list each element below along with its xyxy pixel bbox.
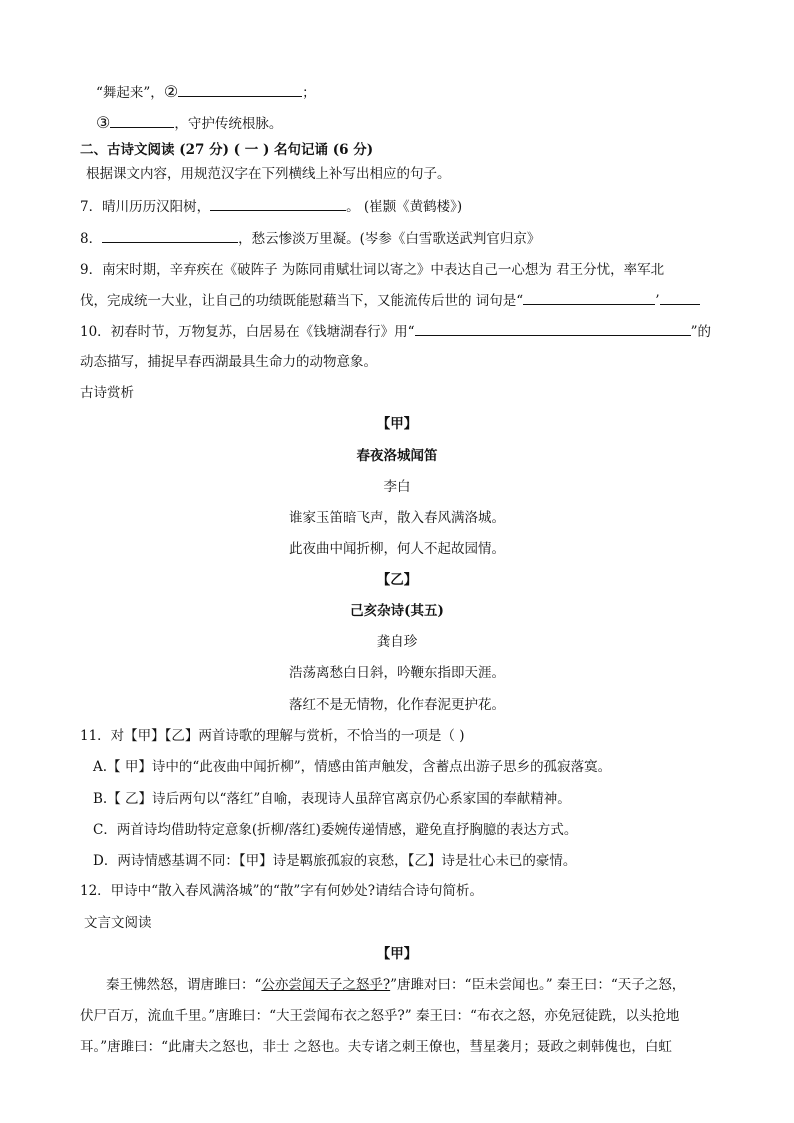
question-7	[80, 197, 462, 216]
poem-yi-title: 己亥杂诗(其五)	[350, 603, 444, 619]
q9-prefix: 伐，完成统一大业，让自己的功绩既能慰藉当下，又能流传后世的 词句是“	[80, 293, 524, 309]
q7-answer-blank[interactable]	[210, 197, 346, 211]
poetry-heading: 古诗赏析	[80, 385, 134, 401]
q11-option-d[interactable]: D．两诗情感基调不同：【甲】诗是羁旅孤寂的哀愁，【乙】诗是壮心未已的豪情。	[93, 853, 577, 869]
classical-underlined-sentence: 公亦尝闻天子之怒乎?	[261, 977, 391, 993]
poem-yi-line-1: 浩荡离愁白日斜，吟鞭东指即天涯。	[289, 665, 505, 681]
answer-blank-3[interactable]	[110, 114, 174, 128]
poem-yi-label: 【乙】	[376, 572, 418, 588]
intro-line-1-text: “舞起来”，	[96, 85, 164, 101]
circle-number-3: ③	[96, 113, 111, 132]
q7-prefix: 7．晴川历历汉阳树，	[80, 199, 211, 215]
q9-answer-blank-2[interactable]	[660, 291, 700, 305]
circle-number-2: ②	[163, 82, 179, 101]
classical-paragraph-line-3: 耳。”唐雎曰：“此庸夫之怒也，非士 之怒也。夫专诸之刺王僚也，彗星袭月；聂政之刺韩傀也，白虹	[80, 1039, 672, 1055]
classical-heading: 文言文阅读	[84, 915, 152, 931]
q8-prefix: 8．	[80, 231, 103, 247]
classical-jia-label: 【甲】	[376, 946, 418, 962]
q9-mid: ’	[655, 293, 660, 309]
poem-jia-author: 李白	[383, 479, 411, 495]
classical-paragraph-line-1	[106, 976, 685, 994]
question-8	[80, 229, 540, 248]
answer-blank-2[interactable]	[178, 83, 302, 97]
question-10-line-1	[80, 322, 711, 341]
q11-option-a[interactable]: A.【 甲】诗中的“此夜曲中闻折柳”，情感由笛声触发，含蓄点出游子思乡的孤寂落寞。	[93, 759, 612, 775]
section-instruction: 根据课文内容，用规范汉字在下列横线上补写出相应的句子。	[86, 166, 451, 182]
question-12: 12．甲诗中“散入春风满洛城”的“散”字有何妙处?请结合诗句简析。	[80, 883, 484, 899]
intro-line-2	[96, 114, 282, 133]
question-9-line-2	[80, 291, 700, 310]
q9-answer-blank-1[interactable]	[523, 291, 655, 305]
q10-prefix: 10．初春时节，万物复苏，白居易在《钱塘湖春行》用“	[80, 324, 415, 340]
intro-line-1-end: ；	[302, 85, 316, 101]
q8-suffix: ，愁云惨淡万里凝。(岑参《白雪歌送武判官归京》	[238, 231, 541, 247]
q11-option-c[interactable]: C．两首诗均借助特定意象(折柳/落红)委婉传递情感，避免直抒胸臆的表达方式。	[93, 822, 578, 838]
q11-option-b[interactable]: B.【 乙】诗后两句以“落红”自喻，表现诗人虽辞官离京仍心系家国的奉献精神。	[93, 791, 571, 807]
q10-answer-blank[interactable]	[415, 322, 691, 336]
poem-jia-label: 【甲】	[376, 416, 418, 432]
question-11-stem: 11．对【甲】【乙】两首诗歌的理解与赏析，不恰当的一项是（ )	[80, 728, 465, 744]
poem-jia-line-1: 谁家玉笛暗飞声，散入春风满洛城。	[289, 510, 505, 526]
question-10-line-2: 动态描写，捕捉早春西湖最具生命力的动物意象。	[80, 354, 377, 370]
classical-paragraph-line-2: 伏尸百万，流血千里。”唐雎曰：“大王尝闻布衣之怒乎?” 秦王曰：“布衣之怒，亦免冠徒跣，以头抢地	[80, 1008, 680, 1024]
section-heading: 二、古诗文阅读 (27 分) ( 一 ) 名句记诵 (6 分)	[80, 142, 374, 158]
intro-line-1	[96, 83, 316, 102]
question-9-line-1: 9．南宋时期，辛弃疾在《破阵子 为陈同甫赋壮词以寄之》中表达自己一心想为 君王分忧，率军北	[80, 262, 665, 278]
intro-line-2-text: ，守护传统根脉。	[174, 116, 283, 132]
classical-p1-b: ”唐雎对曰：“臣未尝闻也。” 秦王曰：“天子之怒，	[390, 977, 686, 993]
poem-yi-line-2: 落红不是无情物，化作春泥更护花。	[289, 697, 505, 713]
poem-jia-title: 春夜洛城闻笛	[356, 448, 438, 464]
poem-jia-line-2: 此夜曲中闻折柳，何人不起故园情。	[289, 541, 505, 557]
q8-answer-blank[interactable]	[102, 229, 238, 243]
classical-p1-a: 秦王怫然怒，谓唐雎曰：“	[106, 977, 262, 993]
q7-suffix: 。 (崔颢《黄鹤楼》)	[346, 199, 463, 215]
poem-yi-author: 龚自珍	[376, 634, 418, 650]
q10-suffix: ”的	[690, 324, 711, 340]
